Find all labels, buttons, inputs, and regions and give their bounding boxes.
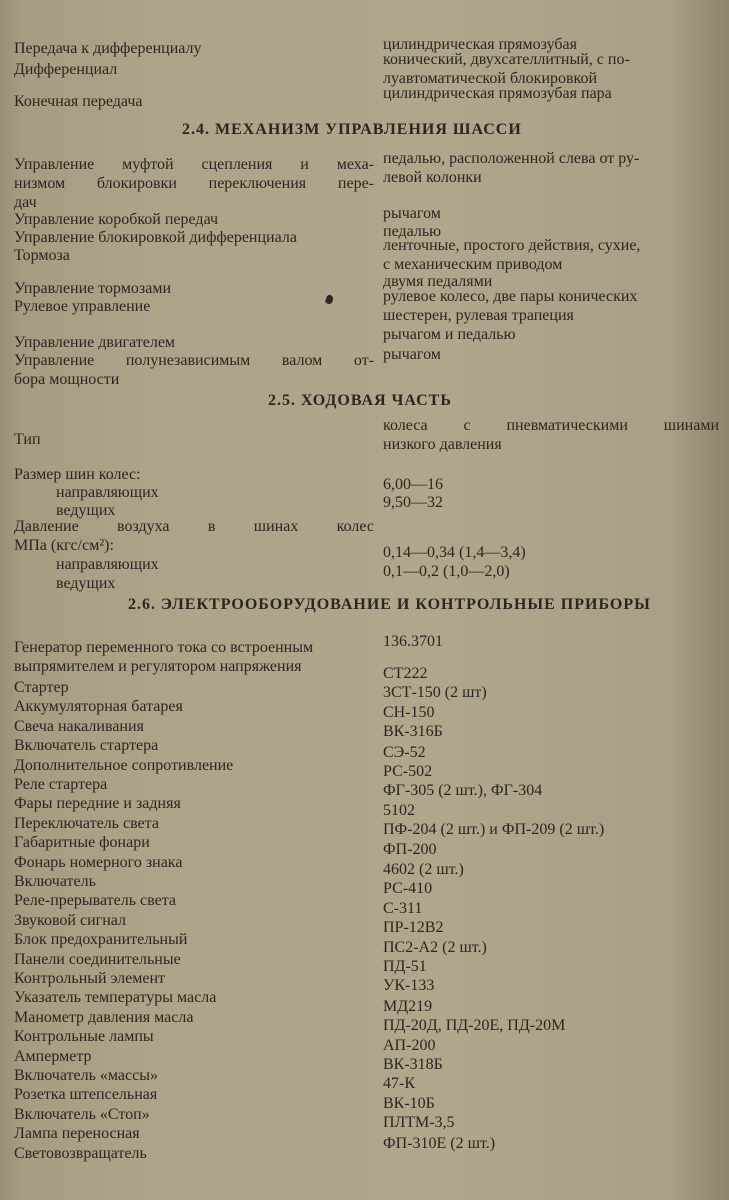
spec-label: Стартер [14,679,69,696]
spec-value: 5102 [383,802,415,819]
spec-label: Аккумуляторная батарея [14,698,183,715]
spec-label: Передача к дифференциалу [14,40,202,57]
spec-value: ПД-20Д, ПД-20Е, ПД-20М [383,1017,566,1034]
spec-value: педалью [383,223,442,240]
spec-label: Включатель стартера [14,737,159,754]
spec-value: рычагом и педалью [383,326,516,343]
spec-label: Блок предохранительный [14,931,188,948]
spec-value: 4602 (2 шт.) [383,861,464,878]
spec-value: ФП-310Е (2 шт.) [383,1135,496,1152]
spec-value: АП-200 [383,1037,436,1054]
spec-value: ПС2-А2 (2 шт.) [383,939,487,956]
spec-label: Амперметр [14,1048,92,1065]
spec-label: Конечная передача [14,93,143,110]
spec-label: Указатель температуры масла [14,989,217,1006]
spec-label: Контрольный элемент [14,970,166,987]
spec-value: СН-150 [383,704,435,721]
spec-label: Размер шин колес: [14,466,141,483]
spec-label: Контрольные лампы [14,1028,154,1045]
spec-label: Габаритные фонари [14,834,150,851]
spec-value: ПЛТМ-3,5 [383,1114,455,1131]
spec-value: рычагом [383,205,441,222]
spec-value: ПФ-204 (2 шт.) и ФП-209 (2 шт.) [383,821,605,838]
spec-label: Переключатель света [14,815,159,832]
spec-label: Тип [14,431,41,448]
spec-label: Управление тормозами [14,280,172,297]
spec-value: рычагом [383,346,441,363]
spec-value: двумя педалями [383,273,493,290]
spec-label: Панели соединительные [14,951,181,968]
spec-label: Лампа переносная [14,1125,140,1142]
spec-value: ФГ-305 (2 шт.), ФГ-304 [383,782,543,799]
spec-value: ВК-316Б [383,723,443,740]
spec-value: СТ222 [383,665,428,682]
spec-label: направляющих [56,484,159,501]
spec-label: Включатель [14,873,96,890]
spec-value: педалью, расположенной слева от ру- левой колонки [383,150,640,186]
section-heading: 2.6. ЭЛЕКТРООБОРУДОВАНИЕ И КОНТРОЛЬНЫЕ ПРИБОРЫ [128,596,651,613]
spec-label: Дифференциал [14,61,118,78]
spec-value: ленточные, простого действия, сухие, с механическим приводом [383,237,641,273]
spec-label: Тормоза [14,247,70,264]
spec-value: 136.3701 [383,633,443,650]
spec-label: Фары передние и задняя [14,795,181,812]
spec-value: 47-К [383,1075,415,1092]
spec-value: ФП-200 [383,841,437,858]
spec-label: Дополнительное сопротивление [14,757,234,774]
spec-value: колеса с пневматическими шинами низкого давления [383,417,719,453]
spec-value: С-311 [383,900,423,917]
spec-value: ВК-318Б [383,1056,443,1073]
spec-label: Розетка штепсельная [14,1086,158,1103]
spec-value: ПР-12В2 [383,919,444,936]
spec-label: Управление блокировкой дифференциала [14,229,297,246]
spec-label: ведущих [56,502,116,519]
spec-value: цилиндрическая прямозубая пара [383,85,612,102]
spec-label: Управление муфтой сцепления и меха- низмом блокировки переключения пере- дач [14,156,374,211]
spec-value: РС-410 [383,880,433,897]
spec-label: Управление полунезависимым валом от- бора мощности [14,352,374,388]
spec-value: 9,50—32 [383,494,443,511]
spec-value: СЭ-52 [383,744,426,761]
spec-label: Управление коробкой передач [14,211,219,228]
spec-label: Манометр давления масла [14,1009,194,1026]
spec-value: РС-502 [383,763,433,780]
spec-value: цилиндрическая прямозубая [383,36,577,53]
spec-value: 0,14—0,34 (1,4—3,4) 0,1—0,2 (1,0—2,0) [383,544,526,580]
spec-value: конический, двухсателлитный, с по- луавтоматической блокировкой [383,51,630,87]
spec-label: Реле стартера [14,776,108,793]
spec-label: Реле-прерыватель света [14,892,176,909]
spec-label: Включатель «массы» [14,1067,158,1084]
spec-value: рулевое колесо, две пары конических шестерен, рулевая трапеция [383,288,638,324]
spec-value: 3СТ-150 (2 шт) [383,684,487,701]
spec-value: ПД-51 [383,958,427,975]
spec-label: Включатель «Стоп» [14,1106,150,1123]
spec-value: УК-133 [383,977,435,994]
spec-label: Фонарь номерного знака [14,854,183,871]
spec-label: Звуковой сигнал [14,912,127,929]
spec-value: МД219 [383,998,433,1015]
spec-value: ВК-10Б [383,1095,435,1112]
spec-label: Рулевое управление [14,298,151,315]
section-heading: 2.5. ХОДОВАЯ ЧАСТЬ [268,392,452,409]
spec-label: Генератор переменного тока со встроенным выпрямителем и регулятором напряжения [14,639,314,675]
section-heading: 2.4. МЕХАНИЗМ УПРАВЛЕНИЯ ШАССИ [182,121,522,138]
spec-label: Свеча накаливания [14,718,144,735]
spec-label: Световозвращатель [14,1145,147,1162]
spec-value: 6,00—16 [383,476,443,493]
spec-label: Давление воздуха в шинах колес МПа (кгс/см²): направляющих ведущих [14,518,374,592]
spec-label: Управление двигателем [14,334,176,351]
